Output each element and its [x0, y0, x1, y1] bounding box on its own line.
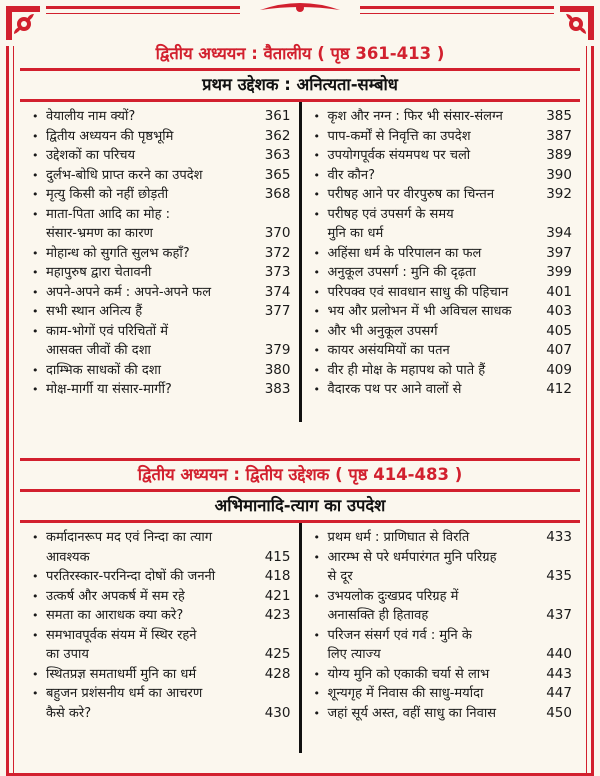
toc-page-number: 435: [546, 568, 572, 584]
toc-entry-title: द्वितीय अध्ययन की पृष्ठभूमि: [46, 128, 174, 144]
toc-column-left: [20, 102, 299, 422]
bullet-icon: •: [313, 589, 320, 603]
toc-entry-title: वेयालीय नाम क्यों?: [46, 109, 136, 124]
toc-page-number: 399: [546, 264, 572, 280]
bullet-icon: •: [313, 188, 320, 201]
bullet-icon: •: [313, 383, 320, 396]
toc-entry[interactable]: [32, 606, 291, 626]
toc-entry-title: मोक्ष-मार्गी या संसार-मार्गी?: [46, 382, 172, 397]
bullet-icon: •: [313, 246, 320, 260]
toc-page-number: 363: [264, 147, 291, 163]
toc-entry[interactable]: [314, 684, 573, 704]
toc-entry[interactable]: [314, 283, 573, 303]
toc-entry-title: मुनि का धर्म: [327, 226, 384, 241]
toc-entry-title: परिपक्व एवं सावधान साधु की पहिचान: [327, 284, 509, 300]
toc-page-number: 368: [264, 186, 291, 202]
bullet-icon: •: [32, 168, 39, 182]
toc-page-number: 380: [264, 361, 291, 378]
toc-entry-title: कैसे करे?: [46, 705, 92, 721]
bullet-icon: •: [32, 266, 39, 279]
toc-entry-title: दुर्लभ-बोधि प्राप्त करने का उपदेश: [46, 167, 203, 183]
toc-page-number: 390: [546, 166, 572, 183]
toc-entry-title: परतिरस्कार-परनिन्दा दोषों की जननी: [46, 569, 216, 584]
toc-column-right: [302, 102, 581, 422]
toc-entry[interactable]: [32, 166, 291, 186]
toc-entry[interactable]: [32, 244, 291, 264]
toc-entry[interactable]: [32, 528, 291, 567]
toc-page-number: 373: [264, 264, 291, 280]
bullet-icon: •: [313, 531, 320, 544]
bullet-icon: •: [32, 149, 39, 162]
toc-page-number: 372: [264, 244, 291, 261]
toc-page-number: 405: [546, 322, 572, 339]
toc-entry-title: कर्मादानरूप मद एवं निन्दा का त्याग: [46, 530, 213, 545]
toc-entry-title: महापुरुष द्वारा चेतावनी: [46, 265, 152, 280]
toc-entry-title: उद्देशकों का परिचय: [46, 148, 136, 163]
toc-entry[interactable]: [314, 587, 573, 626]
bullet-icon: •: [32, 628, 39, 642]
bullet-icon: •: [32, 324, 39, 338]
bullet-icon: •: [32, 207, 39, 221]
toc-page-number: 412: [546, 381, 572, 397]
bullet-icon: •: [313, 667, 320, 681]
toc-page-number: 387: [546, 127, 572, 144]
toc-page-number: 362: [264, 127, 291, 144]
toc-entry-title: योग्य मुनि को एकाकी चर्या से लाभ: [327, 666, 490, 682]
toc-entry-title: परिजन संसर्ग एवं गर्व : मुनि के: [327, 627, 472, 643]
bullet-icon: •: [313, 363, 320, 377]
toc-page-number: 401: [546, 283, 572, 300]
toc-page-number: 433: [546, 529, 572, 545]
toc-entry[interactable]: [314, 244, 573, 264]
toc-page-number: 443: [546, 665, 572, 682]
toc-page-number: 374: [264, 283, 291, 300]
toc-entry[interactable]: [32, 302, 291, 322]
section-1: [20, 40, 580, 422]
toc-entry-title: संसार-भ्रमण का कारण: [46, 226, 153, 241]
bullet-icon: •: [313, 149, 320, 162]
bullet-icon: •: [32, 129, 39, 143]
toc-page-number: 423: [264, 607, 291, 623]
toc-entry-title: समता का आराधक क्या करे?: [46, 608, 184, 623]
toc-entry[interactable]: [314, 626, 573, 665]
toc-entry[interactable]: [32, 567, 291, 587]
bullet-icon: •: [313, 129, 320, 143]
toc-entry-title: काम-भोगों एवं परिचितों में: [46, 323, 169, 339]
toc-entry[interactable]: [314, 361, 573, 381]
toc-entry[interactable]: [32, 127, 291, 147]
toc-entry[interactable]: [314, 548, 573, 587]
toc-entry[interactable]: [32, 684, 291, 723]
toc-entry-title: मृत्यु किसी को नहीं छोड़ती: [46, 187, 169, 202]
top-ornament-icon: [240, 0, 360, 16]
toc-entry[interactable]: [314, 166, 573, 186]
toc-entry-title: परीषह आने पर वीरपुरुष का चिन्तन: [327, 187, 495, 202]
toc-entry[interactable]: [314, 704, 573, 724]
bullet-icon: •: [313, 324, 320, 338]
toc-entry[interactable]: [314, 146, 573, 166]
bullet-icon: •: [313, 706, 320, 720]
bullet-icon: •: [32, 667, 39, 681]
toc-entry[interactable]: [314, 341, 573, 361]
toc-entry-title: वैदारक पथ पर आने वालों से: [327, 382, 462, 397]
bullet-icon: •: [313, 266, 320, 279]
toc-entry-title: अपने-अपने कर्म : अपने-अपने फल: [46, 284, 212, 300]
bullet-icon: •: [313, 168, 320, 182]
bullet-icon: •: [32, 246, 39, 260]
toc-entry[interactable]: [32, 185, 291, 205]
toc-entry-title: अनासक्ति ही हितावह: [327, 608, 429, 623]
toc-entry-title: कायर असंयमियों का पतन: [327, 343, 450, 358]
toc-page-number: 407: [546, 342, 572, 358]
toc-entry-title: वीर कौन?: [327, 167, 376, 183]
toc-page-number: 397: [546, 244, 572, 261]
toc-entry-title: बहुजन प्रशंसनीय धर्म का आचरण: [46, 686, 203, 701]
toc-entry-title: अहिंसा धर्म के परिपालन का फल: [327, 245, 482, 261]
bullet-icon: •: [313, 305, 320, 318]
toc-entry[interactable]: [314, 127, 573, 147]
toc-entry[interactable]: [32, 380, 291, 400]
toc-entry-title: भय और प्रलोभन में भी अविचल साधक: [327, 304, 512, 319]
toc-entry-title: पाप-कर्मों से निवृत्ति का उपदेश: [327, 128, 471, 144]
bullet-icon: •: [313, 550, 320, 564]
toc-entry-title: उभयलोक दुःखप्रद परिग्रह में: [327, 588, 459, 604]
bullet-icon: •: [32, 285, 39, 299]
toc-page-number: 440: [546, 646, 572, 662]
toc-entry-title: आवश्यक: [46, 549, 90, 565]
toc-page-number: 450: [546, 704, 572, 721]
toc-entry[interactable]: [32, 146, 291, 166]
toc-page-number: 418: [264, 568, 291, 584]
toc-entry[interactable]: [32, 107, 291, 127]
section-title: द्वितीय अध्ययन : वैतालीय ( पृष्ठ 361-413 ): [155, 44, 445, 63]
bullet-icon: •: [313, 687, 320, 700]
toc-page-number: 403: [546, 303, 572, 319]
toc-page-number: 437: [546, 607, 572, 623]
toc-page-number: 421: [264, 587, 291, 604]
toc-entry-title: आरम्भ से परे धर्मपारंगत मुनि परिग्रह: [327, 549, 497, 565]
toc-entry-title: जहां सूर्य अस्त, वहीं साधु का निवास: [327, 705, 497, 721]
toc-entry-title: आसक्त जीवों की दशा: [46, 343, 151, 358]
bullet-icon: •: [32, 363, 39, 377]
toc-page-number: 430: [264, 704, 291, 721]
bullet-icon: •: [313, 628, 320, 642]
toc-entry[interactable]: [314, 107, 573, 127]
toc-entry-title: से दूर: [327, 569, 353, 584]
bullet-icon: •: [32, 383, 39, 396]
bullet-icon: •: [32, 609, 39, 622]
toc-entry-title: और भी अनुकूल उपसर्ग: [327, 323, 438, 339]
toc-page-number: 365: [264, 166, 291, 183]
section-subtitle: प्रथम उद्देशक : अनित्यता-सम्बोध: [202, 75, 398, 94]
toc-entry-title: दाम्भिक साधकों की दशा: [46, 362, 162, 378]
section-2: [20, 458, 580, 753]
toc-page-number: 392: [546, 186, 572, 202]
bullet-icon: •: [313, 110, 320, 123]
toc-entry-title: उत्कर्ष और अपकर्ष में सम रहे: [46, 588, 185, 604]
toc-entry[interactable]: [314, 263, 573, 283]
toc-entry[interactable]: [314, 322, 573, 342]
toc-entry-title: माता-पिता आदि का मोह :: [46, 206, 170, 222]
bullet-icon: •: [313, 285, 320, 299]
toc-page-number: 383: [264, 381, 291, 397]
toc-entry[interactable]: [314, 528, 573, 548]
toc-page-number: 385: [546, 108, 572, 124]
toc-entry[interactable]: [314, 205, 573, 244]
toc-entry[interactable]: [32, 205, 291, 244]
toc-column-left: [20, 523, 299, 753]
toc-entry-title: अनुकूल उपसर्ग : मुनि की दृढ़ता: [327, 265, 476, 280]
toc-entry-title: समभावपूर्वक संयम में स्थिर रहने: [46, 627, 197, 643]
section-subtitle: अभिमानादि-त्याग का उपदेश: [214, 496, 386, 515]
toc-entry[interactable]: [32, 587, 291, 607]
toc-entry-title: स्थितप्रज्ञ समताधर्मी मुनि का धर्म: [46, 666, 197, 682]
bullet-icon: •: [32, 188, 39, 201]
bullet-icon: •: [32, 305, 39, 318]
toc-entry[interactable]: [314, 665, 573, 685]
bullet-icon: •: [32, 687, 39, 700]
toc-page-number: 361: [264, 108, 291, 124]
toc-page-number: 379: [264, 342, 291, 358]
toc-entry-title: का उपाय: [46, 647, 89, 662]
toc-page-number: 389: [546, 147, 572, 163]
toc-entry[interactable]: [32, 322, 291, 361]
toc-entry-title: मोहान्ध को सुगति सुलभ कहाँ?: [46, 245, 190, 261]
toc-entry-title: लिए त्याज्य: [327, 647, 381, 662]
toc-entry-title: उपयोगपूर्वक संयमपथ पर चलो: [327, 148, 471, 163]
section-title: द्वितीय अध्ययन : द्वितीय उद्देशक ( पृष्ठ 414-483 ): [137, 465, 463, 484]
bullet-icon: •: [32, 531, 39, 544]
toc-page-number: 377: [264, 303, 291, 319]
toc-page-number: 447: [546, 685, 572, 701]
toc-column-right: [302, 523, 581, 753]
toc-entry-title: सभी स्थान अनित्य हैं: [46, 304, 143, 319]
toc-page-number: 428: [264, 665, 291, 682]
bullet-icon: •: [32, 110, 39, 123]
bullet-icon: •: [32, 589, 39, 603]
toc-entry[interactable]: [32, 665, 291, 685]
toc-page-number: 425: [264, 646, 291, 662]
toc-entry-title: प्रथम धर्म : प्राणिघात से विरति: [327, 530, 470, 545]
toc-entry[interactable]: [32, 361, 291, 381]
toc-page-number: 409: [546, 361, 572, 378]
toc-entry-title: वीर ही मोक्ष के महापथ को पाते हैं: [327, 362, 486, 378]
toc-entry-title: शून्यगृह में निवास की साधु-मर्यादा: [327, 686, 484, 701]
bullet-icon: •: [313, 344, 320, 357]
toc-entry[interactable]: [314, 380, 573, 400]
toc-entry[interactable]: [314, 185, 573, 205]
bullet-icon: •: [313, 207, 320, 221]
toc-page-number: 370: [264, 225, 291, 241]
bullet-icon: •: [32, 570, 39, 583]
toc-entry[interactable]: [32, 263, 291, 283]
toc-entry[interactable]: [314, 302, 573, 322]
toc-page-number: 415: [264, 548, 291, 565]
toc-entry[interactable]: [32, 626, 291, 665]
toc-entry[interactable]: [32, 283, 291, 303]
toc-entry-title: कृश और नग्न : फिर भी संसार-संलग्न: [327, 109, 503, 124]
toc-entry-title: परीषह एवं उपसर्ग के समय: [327, 206, 454, 222]
toc-page-number: 394: [546, 225, 572, 241]
